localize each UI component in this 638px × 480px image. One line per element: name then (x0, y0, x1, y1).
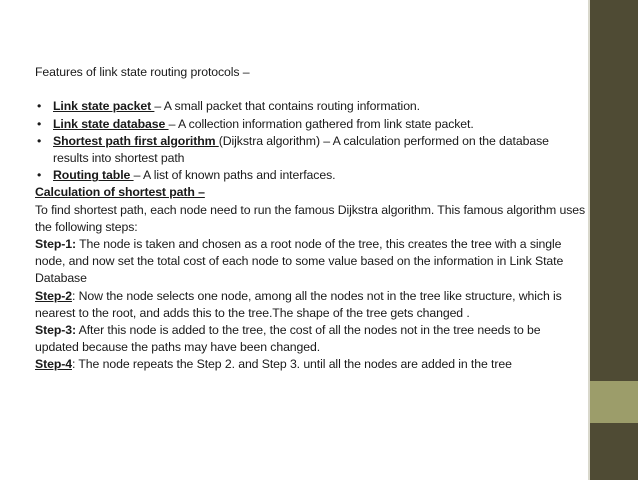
sidebar-bottom-block (590, 423, 638, 480)
feature-text: (Dijkstra algorithm) – A calculation performed on the database results into shortest path (53, 133, 549, 165)
feature-text: – A small packet that contains routing information. (154, 99, 420, 114)
step-label: Step-1: (35, 237, 76, 252)
list-item (35, 133, 587, 167)
bullet-icon: • (37, 168, 42, 183)
feature-term: Routing table (53, 168, 134, 183)
bullet-icon: • (37, 116, 42, 131)
step-paragraph (35, 322, 587, 356)
feature-text: – A list of known paths and interfaces. (133, 168, 336, 183)
feature-term: Link state database (53, 116, 169, 131)
step-label: Step-3: (35, 323, 76, 338)
decorative-sidebar (590, 0, 638, 480)
list-item (35, 167, 587, 184)
slide-heading: Features of link state routing protocols – (35, 65, 250, 79)
slide-body (35, 64, 587, 374)
feature-term: Shortest path first algorithm (53, 133, 219, 148)
sidebar-top-block (590, 0, 638, 381)
feature-text: – A collection information gathered from link state packet. (168, 116, 474, 131)
bullet-icon: • (37, 99, 42, 114)
intro-paragraph: To find shortest path, each node need to run the famous Dijkstra algorithm. This famous algorithm uses the following steps: (35, 202, 586, 234)
list-item (35, 98, 587, 115)
step-label: Step-2 (35, 288, 72, 303)
step-paragraph (35, 236, 587, 288)
bullet-icon: • (37, 133, 42, 148)
feature-list (35, 98, 587, 184)
step-paragraph (35, 288, 587, 322)
step-paragraph (35, 356, 587, 373)
step-label: Step-4 (35, 357, 72, 372)
step-text: : Now the node selects one node, among all the nodes not in the tree like structure, which is nearest to the root, and adds this to the tree.The shape of the tree gets changed . (35, 288, 562, 320)
sidebar-accent-block (590, 381, 638, 423)
feature-term: Link state packet (53, 99, 155, 114)
list-item (35, 116, 587, 133)
section-subheading: Calculation of shortest path – (35, 185, 205, 200)
step-text: : The node repeats the Step 2. and Step 3. until all the nodes are added in the tree (71, 357, 512, 372)
step-text: After this node is added to the tree, the cost of all the nodes not in the tree needs to be updated because the paths may have been changed. (35, 323, 541, 355)
step-text: The node is taken and chosen as a root node of the tree, this creates the tree with a single node, and now set the total cost of each node to some value based on the information in Link State Database (35, 237, 564, 286)
